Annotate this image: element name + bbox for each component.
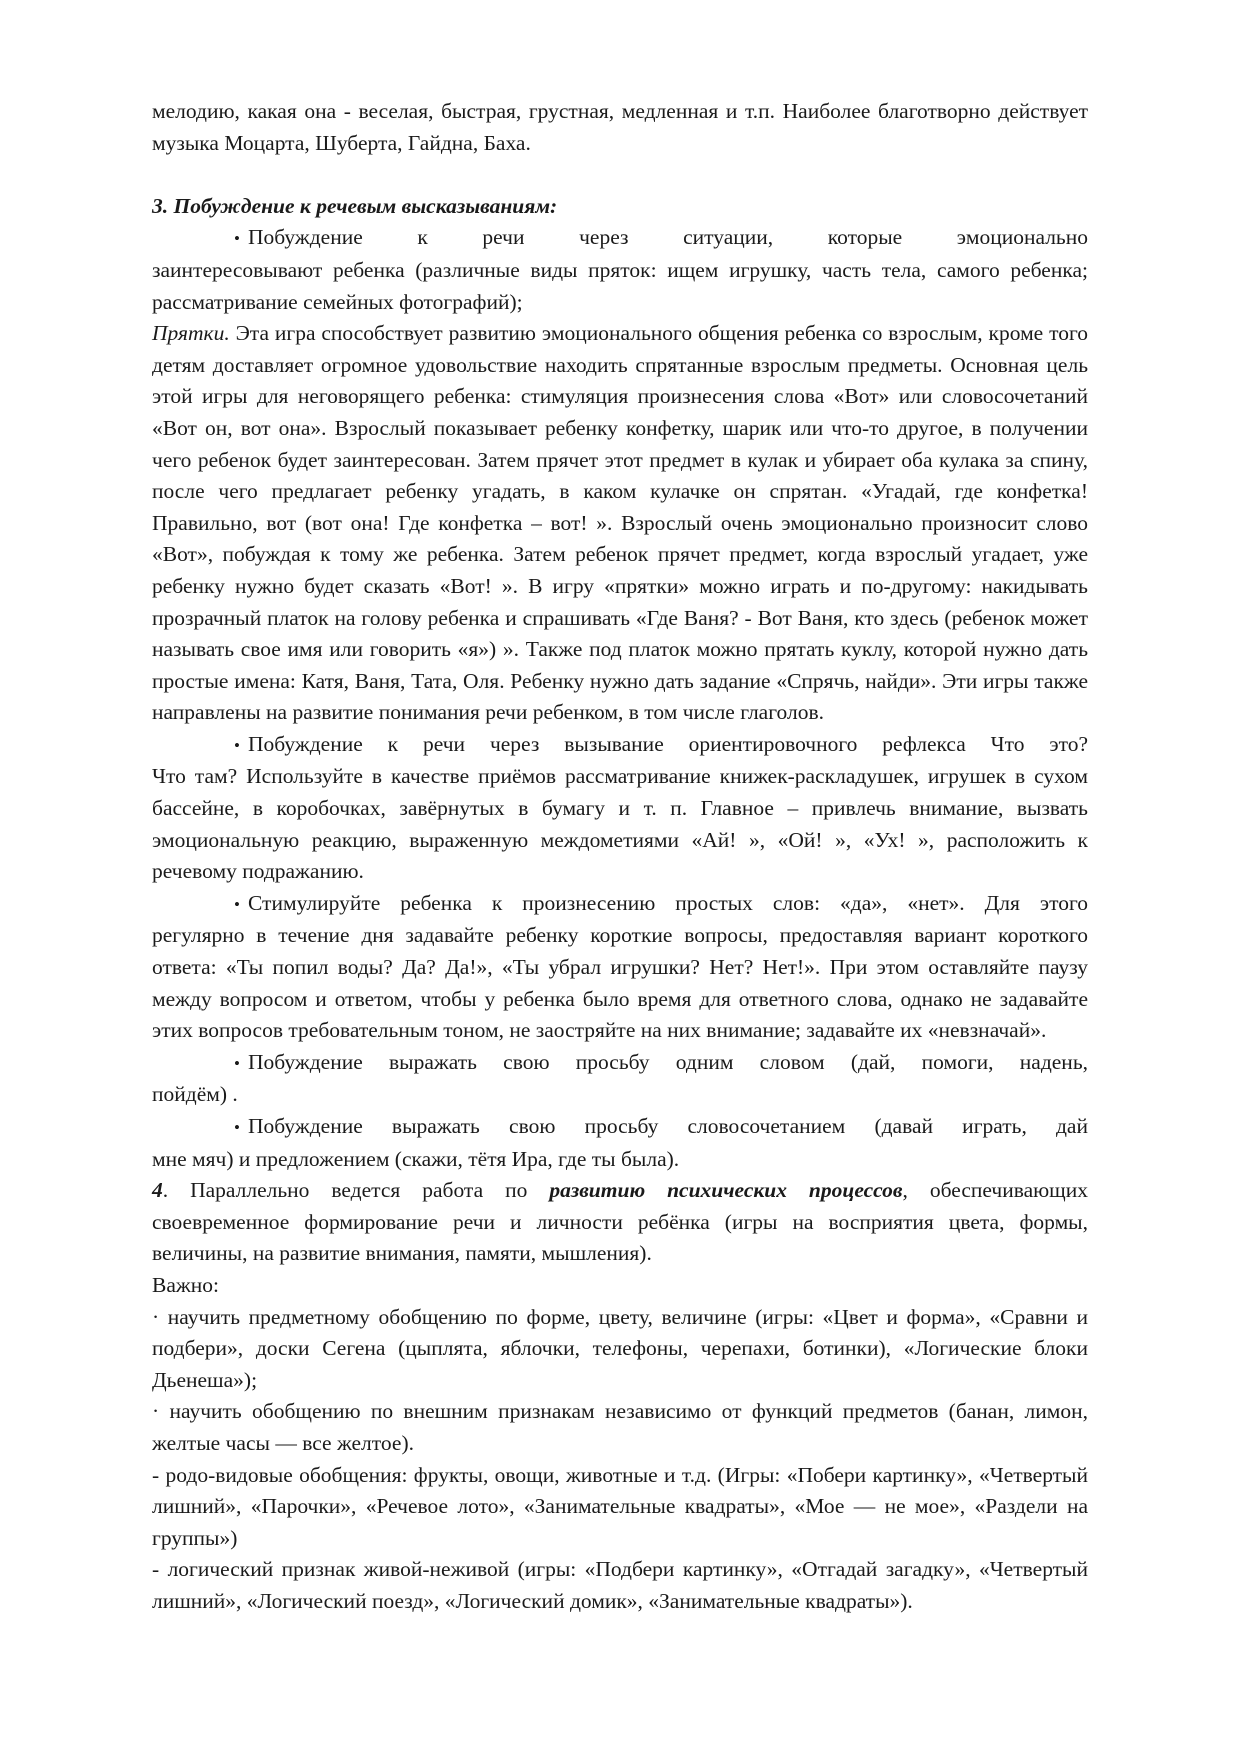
bullet-first-line bbox=[152, 1047, 1088, 1080]
section-4-paragraph bbox=[152, 1175, 1088, 1270]
bullet-first-line bbox=[152, 729, 1088, 762]
list-marker-icon: - bbox=[152, 1557, 160, 1582]
bullet-body-text: мне мяч) и предложением (скажи, тётя Ира, где ты была). bbox=[152, 1146, 680, 1171]
list-item bbox=[152, 729, 1088, 888]
list-item bbox=[152, 1302, 1088, 1397]
document-body bbox=[152, 96, 1088, 1618]
bullet-body-text: заинтересовывают ребенка (различные виды пряток: ищем игрушку, часть тела, самого ребенка; рассматривание семейных фотографий); bbox=[152, 257, 1088, 314]
section-4-lead: . Параллельно ведется работа по bbox=[162, 1178, 550, 1203]
bullet-first-text: Побуждение выражать свою просьбу словосочетанием (давай играть, дай bbox=[248, 1114, 1088, 1138]
intro-line-1: мелодию, какая она - веселая, быстрая, грустная, медленная и т.п. Наиболее благотворно bbox=[152, 99, 991, 123]
list-item bbox=[152, 222, 1088, 318]
list-item bbox=[152, 1047, 1088, 1111]
list-item-text: логический признак живой-неживой (игры: «Подбери картинку», «Отгадай загадку», «Четвертый лишний», «Логический поезд», «Логический домик», «Занимательные квадраты»). bbox=[152, 1557, 1089, 1613]
bullet-icon: • bbox=[234, 1118, 240, 1137]
list-item bbox=[152, 888, 1088, 1047]
list-item bbox=[152, 1460, 1088, 1555]
list-marker-icon: · bbox=[152, 1399, 160, 1424]
section-4-tail: , обеспечивающих своевременное формирование речи и личности ребёнка (игры на восприятия цвета, формы, величины, на развитие внимания, памяти, мышления). bbox=[152, 1178, 1088, 1266]
list-item-text: родо-видовые обобщения: фрукты, овощи, животные и т.д. (Игры: «Побери картинку», «Четвертый лишний», «Парочки», «Речевое лото», «Занимательные квадраты», «Мое — не мое», «Раздели на группы») bbox=[152, 1462, 1089, 1550]
list-marker-icon: - bbox=[152, 1462, 160, 1487]
section-3-heading: 3. Побуждение к речевым высказываниям: bbox=[152, 193, 558, 218]
pryatki-lead-italic: Прятки. bbox=[152, 321, 230, 346]
list-item bbox=[152, 1111, 1088, 1175]
bullet-icon: • bbox=[234, 229, 240, 249]
list-item bbox=[152, 1554, 1088, 1617]
bullet-body-text: регулярно в течение дня задавайте ребенку короткие вопросы, предоставляя вариант короткого ответа: «Ты попил воды? Да? Да!», «Ты убрал игрушки? Нет? Нет!». При этом оставляйте паузу между вопросом и ответом, чтобы у ребенка было время для ответного слова, однако не задавайте этих вопросов требовательным тоном, не заостряйте на них внимание; задавайте их «невзначай». bbox=[152, 923, 1088, 1043]
list-item-text: научить обобщению по внешним признакам независимо от функций предметов (банан, лимон, желтые часы — все желтое). bbox=[152, 1399, 1089, 1455]
bullet-icon: • bbox=[234, 735, 240, 755]
pryatki-body: Эта игра способствует развитию эмоционального общения ребенка со взрослым, кроме того детям доставляет огромное удовольствие находить спрятанные взрослым предметы. Основная цель этой игры для неговорящего ребенка: стимуляция произнесения слова «Вот» или словосочетаний «Вот он, вот она». Взрослый показывает ребенку конфетку, шарик или что-то другое, в получении чего ребенок будет заинтересован. Затем прячет этот предмет в кулак и убирает оба кулака за спину, после чего предлагает ребенку угадать, в каком кулачке он спрятан. «Угадай, где конфетка! Правильно, вот (вот она! Где конфетка – вот! ». Взрослый очень эмоционально произносит слово «Вот», побуждая к тому же ребенка. Затем ребенок прячет предмет, когда взрослый угадает, уже ребенку нужно будет сказать «Вот! ». В игру «прятки» можно играть и по-другому: накидывать прозрачный платок на голову ребенка и спрашивать «Где Ваня? - Вот Ваня, кто здесь (ребенок может называть свое имя или говорить «я») ». Также под платок можно прятать куклу, которой нужно дать простые имена: Катя, Ваня, Тата, Оля. Ребенку нужно дать задание «Спрячь, найди». Эти игры также направлены на развитие понимания речи ребенком, в том числе глаголов. bbox=[152, 321, 1088, 725]
bullet-icon: • bbox=[234, 894, 240, 914]
important-label: Важно: bbox=[152, 1272, 219, 1297]
bullet-first-text: Стимулируйте ребенка к произнесению простых слов: «да», «нет». Для этого bbox=[248, 890, 1088, 915]
bullet-first-line bbox=[152, 1111, 1088, 1144]
intro-line-2: действует музыка Моцарта, Шуберта, Гайдна, Баха. bbox=[152, 99, 1089, 155]
paragraph-spacer bbox=[152, 159, 1088, 191]
bullet-first-text: Побуждение к речи через ситуации, которые эмоционально bbox=[248, 225, 1088, 250]
section-4-emphasis: развитию психических процессов bbox=[549, 1178, 903, 1203]
list-item bbox=[152, 1396, 1088, 1459]
list-marker-icon: · bbox=[152, 1304, 160, 1329]
bullet-icon: • bbox=[234, 1053, 240, 1073]
bullet-first-line bbox=[152, 222, 1088, 255]
bullet-body-text: Что там? Используйте в качестве приёмов рассматривание книжек-раскладушек, игрушек в сухом бассейне, в коробочках, завёрнутых в бумагу и т. п. Главное – привлечь внимание, вызвать эмоциональную реакцию, выраженную междометиями «Ай! », «Ой! », «Ух! », расположить к речевому подражанию. bbox=[152, 764, 1088, 884]
bullet-first-line bbox=[152, 888, 1088, 921]
intro-paragraph bbox=[152, 96, 1088, 159]
bullet-first-text: Побуждение к речи через вызывание ориентировочного рефлекса Что это? bbox=[248, 731, 1088, 756]
list-item-text: научить предметному обобщению по форме, цвету, величине (игры: «Цвет и форма», «Сравни и подбери», доски Сегена (цыплята, яблочки, телефоны, черепахи, ботинки), «Логические блоки Дьенеша»); bbox=[152, 1304, 1089, 1392]
section-4-number: 4 bbox=[152, 1178, 163, 1203]
bullet-first-text: Побуждение выражать свою просьбу одним словом (дай, помоги, надень, bbox=[248, 1049, 1088, 1074]
pryatki-paragraph bbox=[152, 318, 1088, 729]
bullet-body-text: пойдём) . bbox=[152, 1082, 238, 1107]
